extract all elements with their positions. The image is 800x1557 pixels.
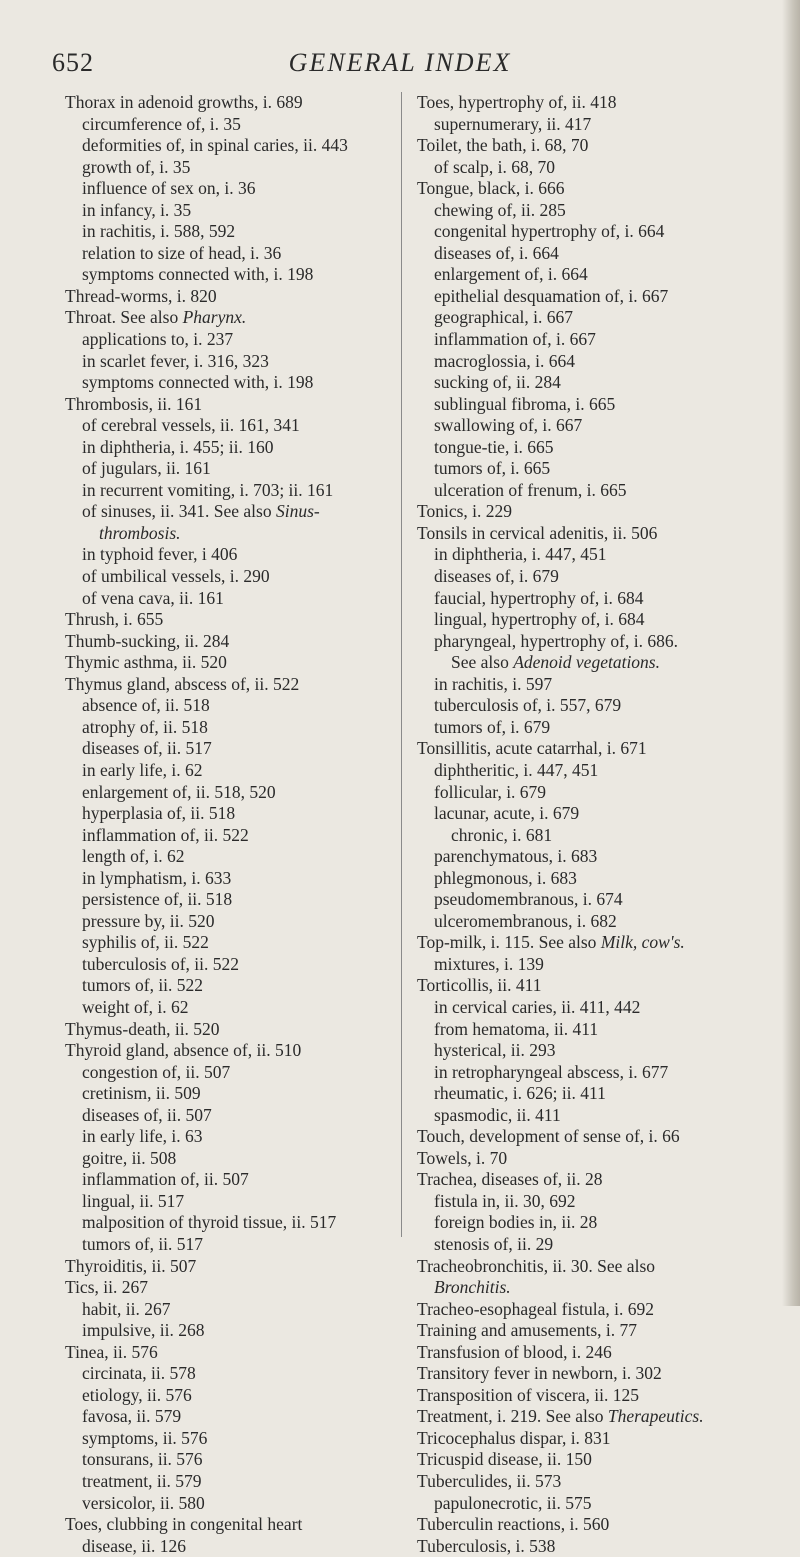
- index-entry: in infancy, i. 35: [82, 199, 192, 220]
- index-entry: pseudomembranous, i. 674: [434, 889, 623, 910]
- index-entry: inflammation of, ii. 507: [82, 1169, 249, 1190]
- index-entry: growth of, i. 35: [82, 156, 191, 177]
- index-entry: Toilet, the bath, i. 68, 70: [417, 135, 589, 156]
- index-entry: cretinism, ii. 509: [82, 1083, 201, 1104]
- index-entry: versicolor, ii. 580: [82, 1492, 205, 1513]
- index-entry: Transfusion of blood, i. 246: [417, 1341, 612, 1362]
- index-entry: Tinea, ii. 576: [65, 1341, 158, 1362]
- running-head: GENERAL INDEX: [288, 48, 512, 77]
- index-entry: Thrombosis, ii. 161: [65, 393, 203, 414]
- index-entry: Thyroiditis, ii. 507: [65, 1255, 197, 1276]
- index-entry: Tonsillitis, acute catarrhal, i. 671: [417, 738, 647, 759]
- index-column-right: [417, 92, 762, 1557]
- index-entry: foreign bodies in, ii. 28: [434, 1212, 598, 1233]
- index-entry: enlargement of, ii. 518, 520: [82, 781, 276, 802]
- index-entry: goitre, ii. 508: [82, 1147, 177, 1168]
- index-entry: hyperplasia of, ii. 518: [82, 803, 236, 824]
- index-entry: influence of sex on, i. 36: [82, 178, 256, 199]
- index-entry: diphtheritic, i. 447, 451: [434, 759, 599, 780]
- index-entry: symptoms connected with, i. 198: [82, 372, 314, 393]
- index-entry: impulsive, ii. 268: [82, 1320, 205, 1341]
- index-entry: geographical, i. 667: [434, 307, 573, 328]
- index-entry: Tricuspid disease, ii. 150: [417, 1449, 592, 1470]
- index-entry: deformities of, in spinal caries, ii. 443: [82, 135, 348, 156]
- index-entry: symptoms connected with, i. 198: [82, 264, 314, 285]
- index-entry: from hematoma, ii. 411: [434, 1018, 599, 1039]
- index-entry: of sinuses, ii. 341. See also Sinus-: [82, 501, 320, 522]
- index-entry: diseases of, ii. 517: [82, 738, 212, 759]
- index-entry: in early life, i. 63: [82, 1126, 203, 1147]
- index-entry: applications to, i. 237: [82, 329, 234, 350]
- index-entry: ulceration of frenum, i. 665: [434, 479, 627, 500]
- index-entry: circinata, ii. 578: [82, 1363, 196, 1384]
- index-entry: parenchymatous, i. 683: [434, 846, 598, 867]
- index-entry: symptoms, ii. 576: [82, 1427, 208, 1448]
- index-entry: faucial, hypertrophy of, i. 684: [434, 587, 644, 608]
- index-entry: of umbilical vessels, i. 290: [82, 566, 270, 587]
- index-entry: tuberculosis of, i. 557, 679: [434, 695, 622, 716]
- index-entry: Tuberculosis, i. 538: [417, 1535, 556, 1556]
- index-entry: length of, i. 62: [82, 846, 185, 867]
- index-entry: mixtures, i. 139: [434, 953, 544, 974]
- index-entry: epithelial desquamation of, i. 667: [434, 285, 669, 306]
- index-entry: Thymic asthma, ii. 520: [65, 652, 227, 673]
- index-entry: Tuberculin reactions, i. 560: [417, 1514, 610, 1535]
- index-entry: syphilis of, ii. 522: [82, 932, 209, 953]
- index-entry: sucking of, ii. 284: [434, 372, 561, 393]
- index-entry: inflammation of, i. 667: [434, 329, 596, 350]
- index-entry: Tracheobronchitis, ii. 30. See also: [417, 1255, 656, 1276]
- index-entry: tumors of, ii. 517: [82, 1233, 204, 1254]
- index-entry: Trachea, diseases of, ii. 28: [417, 1169, 603, 1190]
- index-entry: in cervical caries, ii. 411, 442: [434, 996, 641, 1017]
- index-entry: fistula in, ii. 30, 692: [434, 1190, 576, 1211]
- index-entry: tuberculosis of, ii. 522: [82, 953, 239, 974]
- index-entry: Thorax in adenoid growths, i. 689: [65, 92, 303, 112]
- index-entry: malposition of thyroid tissue, ii. 517: [82, 1212, 337, 1233]
- index-entry: Bronchitis.: [434, 1277, 511, 1298]
- page-number: 652: [52, 48, 94, 77]
- index-entry: papulonecrotic, ii. 575: [434, 1492, 592, 1513]
- index-entry: inflammation of, ii. 522: [82, 824, 249, 845]
- index-entry: Torticollis, ii. 411: [417, 975, 542, 996]
- index-entry: macroglossia, i. 664: [434, 350, 575, 371]
- index-entry: diseases of, i. 679: [434, 566, 559, 587]
- index-entry: in typhoid fever, i 406: [82, 544, 238, 565]
- index-entry: Thrush, i. 655: [65, 609, 164, 630]
- index-entry: tongue-tie, i. 665: [434, 436, 554, 457]
- index-entry: in scarlet fever, i. 316, 323: [82, 350, 269, 371]
- index-entry: weight of, i. 62: [82, 996, 189, 1017]
- index-entry: Thread-worms, i. 820: [65, 285, 217, 306]
- index-entry: rheumatic, i. 626; ii. 411: [434, 1083, 606, 1104]
- index-entry: in rachitis, i. 597: [434, 673, 553, 694]
- index-entry: treatment, ii. 579: [82, 1471, 202, 1491]
- index-entry: in retropharyngeal abscess, i. 677: [434, 1061, 669, 1082]
- index-entry: in diphtheria, i. 455; ii. 160: [82, 436, 274, 457]
- index-entry: Thymus gland, abscess of, ii. 522: [65, 673, 300, 694]
- index-entry: chewing of, ii. 285: [434, 199, 566, 220]
- index-entry: spasmodic, ii. 411: [434, 1104, 561, 1125]
- index-entry: Thumb-sucking, ii. 284: [65, 630, 230, 651]
- index-entry: Toes, clubbing in congenital heart: [65, 1514, 303, 1535]
- index-entry: tumors of, i. 679: [434, 716, 551, 737]
- index-entry: habit, ii. 267: [82, 1298, 171, 1319]
- index-entry: pressure by, ii. 520: [82, 910, 215, 931]
- index-entry: in recurrent vomiting, i. 703; ii. 161: [82, 479, 334, 500]
- index-entry: tumors of, ii. 522: [82, 975, 204, 996]
- index-entry: pharyngeal, hypertrophy of, i. 686.: [434, 630, 678, 651]
- index-entry: Towels, i. 70: [417, 1147, 508, 1168]
- index-entry: Transposition of viscera, ii. 125: [417, 1384, 639, 1405]
- index-entry: stenosis of, ii. 29: [434, 1233, 554, 1254]
- index-entry: Tonics, i. 229: [417, 501, 513, 522]
- index-entry: Thymus-death, ii. 520: [65, 1018, 220, 1039]
- index-entry: congenital hypertrophy of, i. 664: [434, 221, 665, 242]
- index-entry: thrombosis.: [99, 522, 181, 543]
- index-entry: atrophy of, ii. 518: [82, 716, 208, 737]
- index-entry: disease, ii. 126: [82, 1535, 187, 1556]
- index-entry: sublingual fibroma, i. 665: [434, 393, 616, 414]
- index-entry: Thyroid gland, absence of, ii. 510: [65, 1040, 302, 1061]
- column-divider: [401, 92, 402, 1237]
- index-entry: Training and amusements, i. 77: [417, 1320, 638, 1341]
- index-entry: Tricocephalus dispar, i. 831: [417, 1427, 611, 1448]
- index-entry: follicular, i. 679: [434, 781, 547, 802]
- index-entry: in rachitis, i. 588, 592: [82, 221, 236, 242]
- index-entry: See also Adenoid vegetations.: [451, 652, 660, 673]
- index-entry: enlargement of, i. 664: [434, 264, 588, 285]
- index-entry: Top-milk, i. 115. See also Milk, cow's.: [417, 932, 685, 953]
- index-entry: Tongue, black, i. 666: [417, 178, 565, 199]
- index-entry: in diphtheria, i. 447, 451: [434, 544, 607, 565]
- index-entry: lingual, ii. 517: [82, 1190, 185, 1211]
- index-entry: Tics, ii. 267: [65, 1277, 148, 1298]
- index-entry: tumors of, i. 665: [434, 458, 551, 479]
- index-entry: ulceromembranous, i. 682: [434, 910, 617, 931]
- index-entry: Tracheo-esophageal fistula, i. 692: [417, 1298, 655, 1319]
- index-entry: of scalp, i. 68, 70: [434, 156, 556, 177]
- index-entry: Transitory fever in newborn, i. 302: [417, 1363, 662, 1384]
- index-entry: Tonsils in cervical adenitis, ii. 506: [417, 522, 658, 543]
- index-entry: supernumerary, ii. 417: [434, 113, 592, 134]
- index-entry: absence of, ii. 518: [82, 695, 210, 716]
- index-entry: in early life, i. 62: [82, 759, 203, 780]
- index-entry: favosa, ii. 579: [82, 1406, 182, 1427]
- index-entry: diseases of, ii. 507: [82, 1104, 212, 1125]
- index-entry: Tuberculides, ii. 573: [417, 1471, 562, 1491]
- index-entry: swallowing of, i. 667: [434, 415, 583, 436]
- index-entry: etiology, ii. 576: [82, 1384, 192, 1405]
- index-entry: relation to size of head, i. 36: [82, 242, 282, 263]
- index-entry: Toes, hypertrophy of, ii. 418: [417, 92, 617, 112]
- index-entry: phlegmonous, i. 683: [434, 867, 577, 888]
- book-spine-shadow: [782, 0, 800, 1306]
- index-entry: chronic, i. 681: [451, 824, 553, 845]
- index-entry: diseases of, i. 664: [434, 242, 559, 263]
- index-entry: tonsurans, ii. 576: [82, 1449, 203, 1470]
- index-entry: Touch, development of sense of, i. 66: [417, 1126, 680, 1147]
- index-entry: in lymphatism, i. 633: [82, 867, 232, 888]
- index-entry: congestion of, ii. 507: [82, 1061, 231, 1082]
- index-entry: Treatment, i. 219. See also Therapeutics.: [417, 1406, 704, 1427]
- index-entry: of jugulars, ii. 161: [82, 458, 211, 479]
- index-entry: persistence of, ii. 518: [82, 889, 233, 910]
- index-entry: lingual, hypertrophy of, i. 684: [434, 609, 645, 630]
- index-entry: circumference of, i. 35: [82, 113, 241, 134]
- index-entry: hysterical, ii. 293: [434, 1040, 556, 1061]
- index-entry: of vena cava, ii. 161: [82, 587, 224, 608]
- index-entry: Throat. See also Pharynx.: [65, 307, 247, 328]
- index-entry: lacunar, acute, i. 679: [434, 803, 580, 824]
- index-entry: of cerebral vessels, ii. 161, 341: [82, 415, 300, 436]
- index-column-left: [65, 92, 405, 1557]
